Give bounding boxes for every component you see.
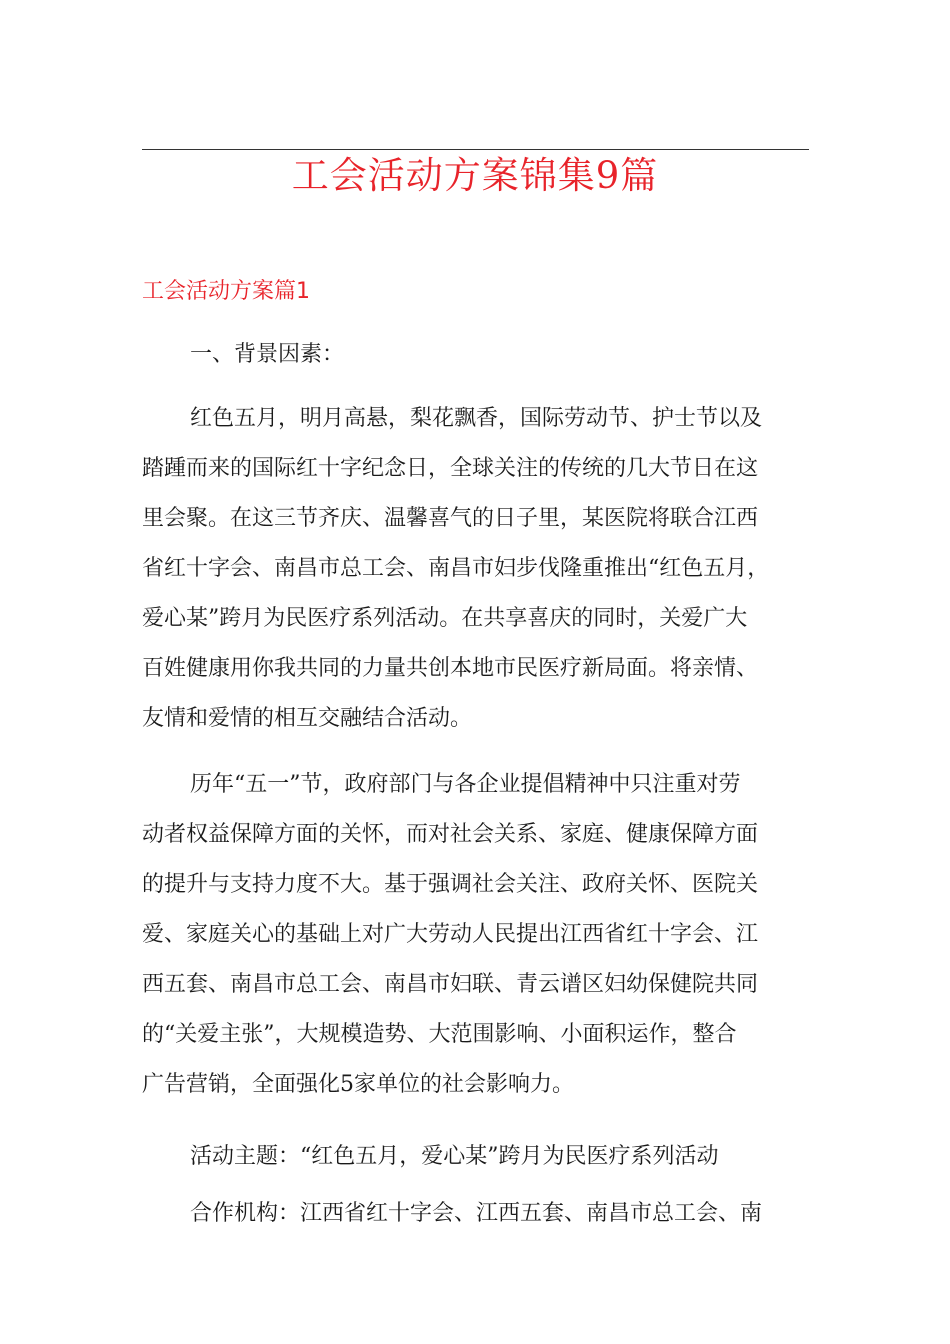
paragraph-line: 的“关爱主张”，大规模造势、大范围影响、小面积运作，整合 [142, 1022, 737, 1047]
paragraph-line: 爱、家庭关心的基础上对广大劳动人民提出江西省红十字会、江 [142, 922, 759, 947]
paragraph-line: 活动主题：“红色五月，爱心某”跨月为民医疗系列活动 [190, 1144, 719, 1169]
paragraph-line: 的提升与支持力度不大。基于强调社会关注、政府关怀、医院关 [142, 872, 759, 897]
paragraph-line: 历年“五一”节，政府部门与各企业提倡精神中只注重对劳 [190, 772, 741, 797]
paragraph-line: 广告营销，全面强化5家单位的社会影响力。 [142, 1072, 574, 1097]
paragraph-line: 西五套、南昌市总工会、南昌市妇联、青云谱区妇幼保健院共同 [142, 972, 759, 997]
paragraph-line: 省红十字会、南昌市总工会、南昌市妇步伐隆重推出“红色五月， [142, 556, 770, 581]
paragraph-line: 百姓健康用你我共同的力量共创本地市民医疗新局面。将亲情、 [142, 656, 759, 681]
document-title: 工会活动方案锦集9篇 [291, 154, 659, 197]
paragraph-line: 一、背景因素： [190, 342, 345, 367]
paragraph-line: 踏踵而来的国际红十字纪念日，全球关注的传统的几大节日在这 [142, 456, 759, 481]
paragraph-line: 合作机构：江西省红十字会、江西五套、南昌市总工会、南 [190, 1201, 763, 1226]
paragraph-line: 红色五月，明月高悬，梨花飘香，国际劳动节、护士节以及 [190, 406, 763, 431]
paragraph-line: 动者权益保障方面的关怀，而对社会关系、家庭、健康保障方面 [142, 822, 759, 847]
section-heading: 工会活动方案篇1 [142, 279, 310, 304]
paragraph-line: 友情和爱情的相互交融结合活动。 [142, 706, 473, 731]
paragraph-line: 爱心某”跨月为民医疗系列活动。在共享喜庆的同时，关爱广大 [142, 606, 748, 631]
paragraph-line: 里会聚。在这三节齐庆、温馨喜气的日子里，某医院将联合江西 [142, 506, 759, 531]
